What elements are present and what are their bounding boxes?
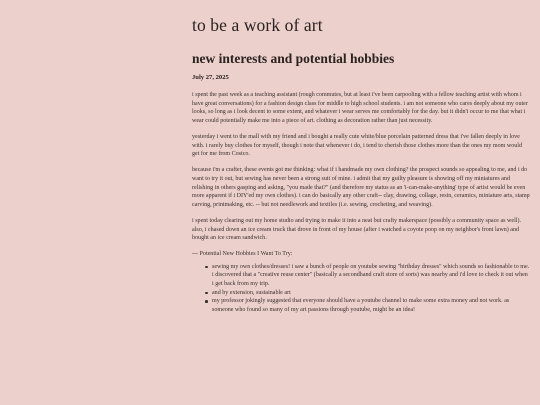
post-paragraph: i spent today clearing out my home studio and trying to make it into a neat but crafty makerspace (possibly a community space as well). also, i chased down an ice cream truck that drove in front of my house (after i watched a coyote poop on my neighbor's front lawn) and bought an ice cream sandwich. — [192, 217, 521, 242]
list-item: my professor jokingly suggested that everyone should have a youtube channel to make some extra money and not work. as someone who found so many of my art passions through youtube, might be an idea! — [206, 297, 530, 314]
hobbies-list — [192, 263, 530, 315]
post-title[interactable]: new interests and potential hobbies — [192, 51, 395, 66]
site-title[interactable]: to be a work of art — [192, 15, 323, 35]
list-item: and by extension, sustainable art — [206, 289, 530, 298]
list-item: sewing my own clothes/dresses! i saw a bunch of people on youtube sewing "birthday dresses" which sounds so fashionable to me. i discovered that a "creative reuse center" (basically a secondhand craft store of sorts) was nearby and i'd love to check it out when i get back from my trip. — [206, 263, 530, 289]
post-body — [192, 91, 530, 314]
list-heading: --- Potential New Hobbies I Want To Try: — [192, 251, 293, 258]
post-paragraph: yesterday i went to the mall with my friend and i bought a really cute white/blue porcelain patterned dress that i've fallen deeply in love with. i rarely buy clothes for myself, though i note that whenever i do, i tend to cherish those clothes more than the ones my mom would get for me from Costco. — [192, 133, 522, 158]
post-paragraph: i spent the past week as a teaching assistant (rough commutes, but at least i've been carpooling with a fellow teaching artist with whom i have great conversations) for a fashion design class for middle to high school students. i am not someone who cares deeply about my outer looks, so long as i look decent to some extent, and whatever i wear serves me comfortably for the day. but it didn't occur to me that what i wear could potentially make me into a piece of art. clothing as decoration rather than just necessity. — [192, 92, 528, 124]
post-paragraph: because i'm a crafter, these events got me thinking: what if i handmade my own clothing? the prospect sounds so appealing to me, and i do want to try it out, but sewing has never been a strong suit of mine. i admit that my guilty pleasure is showing off my miniatures and relishing in others gasping and asking, "you made that?" (and therefore my status as an 'i-can-make-anything' type of artist would be even more apparent if i DIY'ed my own clothes). i can do basically any other craft-- clay, drawing, collage, resin, ceramics, miniature arts, stamp carving, printmaking, etc. -- but not needlework and textiles (i.e. sewing, crocheting, and weaving). — [192, 167, 530, 208]
post-date[interactable]: July 27, 2025 — [192, 74, 229, 81]
